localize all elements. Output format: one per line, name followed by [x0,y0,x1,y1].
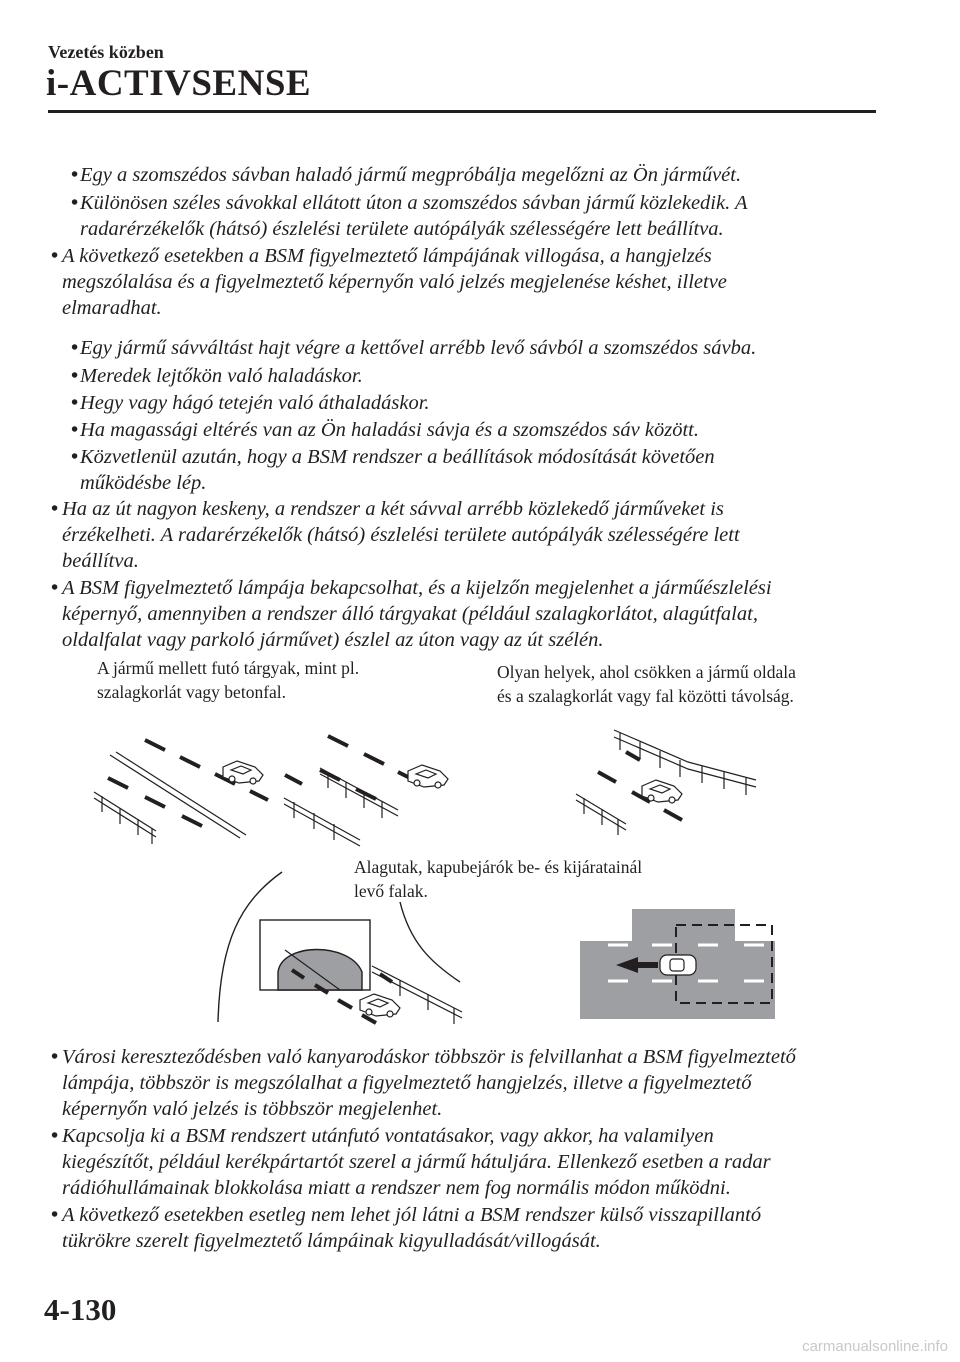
paragraph-line: Ha magassági eltérés van az Ön haladási sávja és a szomszédos sáv között. [80,419,699,441]
paragraph-line: Egy a szomszédos sávban haladó jármű megpróbálja megelőzni az Ön járművét. [80,164,742,186]
bullet-paragraph [71,163,742,189]
bullet-icon: • [71,446,79,468]
bullet-icon: • [71,164,79,186]
bullet-paragraph [71,445,715,497]
bullet-paragraph [51,497,740,574]
illustration-narrowing-guardrail [568,724,768,844]
bullet-paragraph [51,1124,771,1201]
header-rule [48,110,876,113]
paragraph-line: Kapcsolja ki a BSM rendszert utánfutó vontatásakor, vagy akkor, ha valamilyen [62,1125,714,1147]
paragraph-line: Hegy vagy hágó tetején való áthaladáskor. [80,392,430,414]
caption-guardrail: A jármű mellett futó tárgyak, mint pl. szalagkorlát vagy betonfal. [97,658,360,702]
paragraph-line: Városi kereszteződésben való kanyarodáskor többször is felvillanhat a BSM figyelmeztető [62,1046,796,1068]
paragraph-line: lámpája, többször is megszólalhat a figyelmeztető hangjelzés, illetve a figyelmeztető [62,1071,752,1094]
paragraph-line: működésbe lép. [80,471,207,494]
page-number: 4-130 [44,1292,117,1327]
paragraph-line: A BSM figyelmeztető lámpája bekapcsolhat, és a kijelzőn megjelenhet a járműészlelési [62,577,772,599]
paragraph-line: tükrökre szerelt figyelmeztető lámpáinak kigyulladását/villogását. [62,1229,601,1252]
paragraph-line: Közvetlenül azután, hogy a BSM rendszer a beállítások módosítását követően [80,446,715,468]
page-title: i-ACTIVSENSE [46,63,312,104]
bullet-icon: • [51,1204,59,1226]
bullet-paragraph [71,336,757,362]
caption-tunnel: Alagutak, kapubejárók be- és kijáratainál levő falak. [354,857,643,901]
paragraph-line: radarérzékelők (hátsó) észlelési területe autópályák szélességére lett beállítva. [80,217,724,240]
bullet-icon: • [51,1125,59,1147]
paragraph-line: A következő esetekben a BSM figyelmeztető lámpájának villogása, a hangjelzés [62,245,712,267]
bullet-icon: • [51,1046,59,1068]
watermark: carmanualsonline.info [802,1338,948,1355]
illustration-tunnel [200,862,475,1032]
illustration-gateway-plan [580,905,775,1020]
caption-narrowing: Olyan helyek, ahol csökken a jármű oldala és a szalagkorlát vagy fal közötti távolság. [497,662,796,706]
illustration-road-fence [280,730,470,850]
illustration-road-guardrail [90,730,280,850]
paragraph-line: képernyőn való jelzés is többször megjelenhet. [62,1097,443,1120]
bullet-paragraph [51,1203,762,1255]
paragraph-line: érzékelheti. A radarérzékelők (hátsó) észlelési területe autópályák szélességére lett [62,523,740,546]
paragraph-line: Ha az út nagyon keskeny, a rendszer a két sávval arrébb közlekedő járműveket is [62,498,724,520]
paragraph-line: A következő esetekben esetleg nem lehet jól látni a BSM rendszer külső visszapillantó [62,1204,762,1226]
bullet-icon: • [51,245,59,267]
bullet-paragraph [51,244,727,321]
bullet-icon: • [71,337,79,359]
bullet-paragraph [51,1045,796,1122]
bullet-icon: • [51,577,59,599]
paragraph-line: oldalfalat vagy parkoló járművet) észlel az úton vagy az út szélén. [62,628,604,651]
bullet-paragraph [71,391,430,417]
paragraph-line: elmaradhat. [62,296,162,319]
paragraph-line: megszólalása és a figyelmeztető képernyőn való jelzés megjelenése késhet, illetve [62,270,727,293]
bullet-icon: • [71,392,79,414]
bullet-paragraph [51,576,772,653]
paragraph-line: Különösen széles sávokkal ellátott úton a szomszédos sávban jármű közlekedik. A [80,192,748,214]
bullet-paragraph [71,191,748,243]
bullet-icon: • [71,419,79,441]
paragraph-line: rádióhullámainak blokkolása miatt a rendszer nem fog normális módon működni. [62,1176,731,1199]
bullet-icon: • [71,365,79,387]
paragraph-line: kiegészítőt, például kerékpártartót szerel a jármű hátuljára. Ellenkező esetben a radar [62,1150,771,1173]
paragraph-line: képernyő, amennyiben a rendszer álló tárgyakat (például szalagkorlátot, alagútfalat, [62,602,758,625]
section-label: Vezetés közben [48,42,164,62]
bullet-paragraph [71,418,699,444]
bullet-paragraph [71,364,363,390]
bullet-icon: • [71,192,79,214]
paragraph-line: Meredek lejtőkön való haladáskor. [80,365,363,387]
paragraph-line: Egy jármű sávváltást hajt végre a kettővel arrébb levő sávból a szomszédos sávba. [80,337,757,359]
bullet-icon: • [51,498,59,520]
paragraph-line: beállítva. [62,549,139,572]
